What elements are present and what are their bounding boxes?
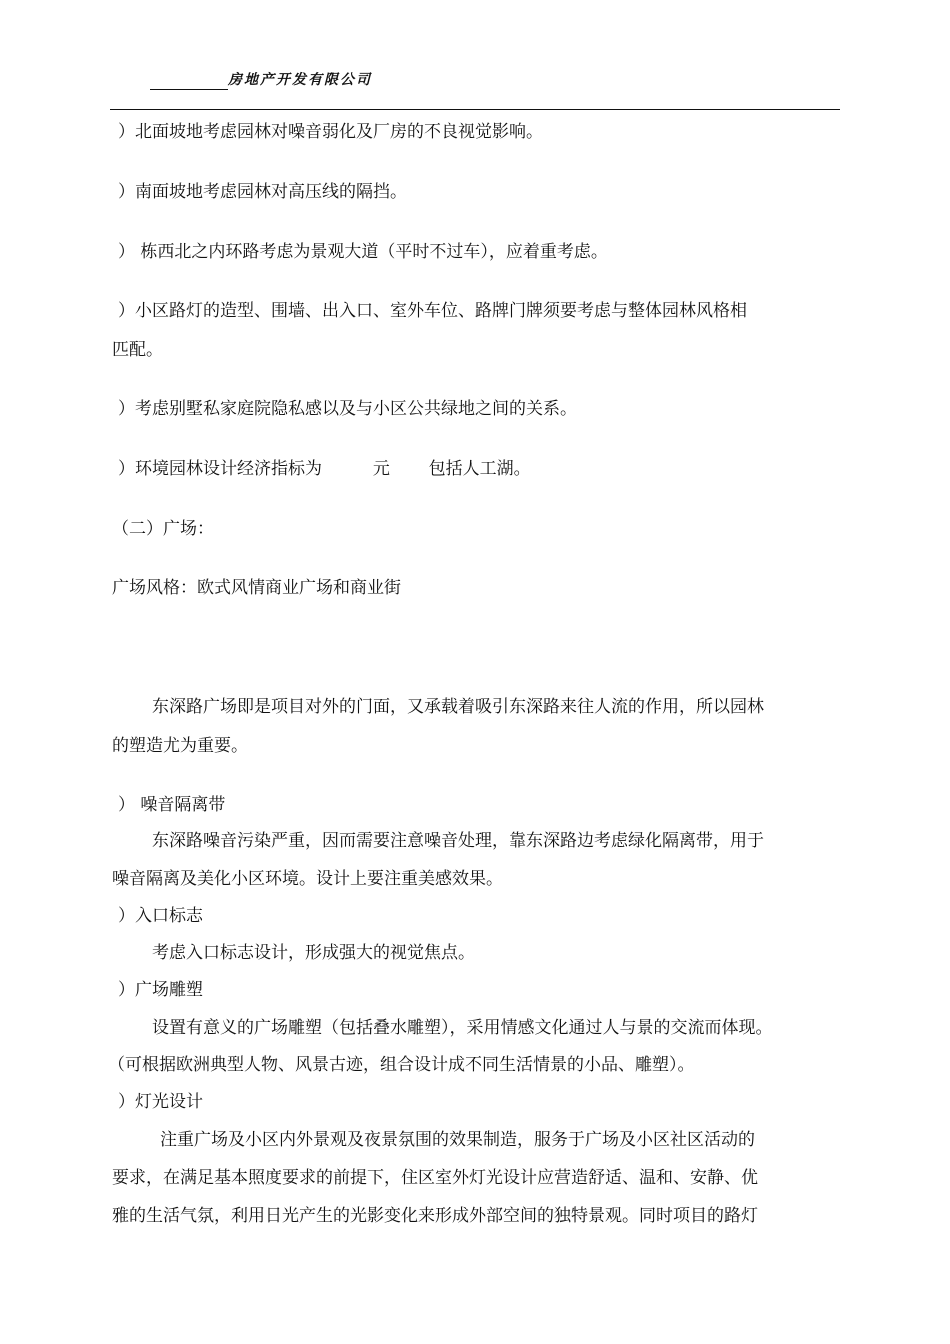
company-name-blank <box>150 71 228 90</box>
item-north-slope: ）北面坡地考虑园林对噪音弱化及厂房的不良视觉影响。 <box>118 122 543 142</box>
lighting-design-line1: 注重广场及小区内外景观及夜景氛围的效果制造，服务于广场及小区社区活动的 <box>160 1130 755 1150</box>
plaza-intro-line1: 东深路广场即是项目对外的门面，又承载着吸引东深路来往人流的作用，所以园林 <box>152 697 764 717</box>
lighting-design-line3: 雅的生活气氛，利用日光产生的光影变化来形成外部空间的独特景观。同时项目的路灯 <box>112 1206 758 1226</box>
page-header <box>150 68 372 90</box>
item-south-slope: ）南面坡地考虑园林对高压线的隔挡。 <box>118 182 407 202</box>
entrance-sign-line1: 考虑入口标志设计，形成强大的视觉焦点。 <box>152 943 475 963</box>
header-divider <box>110 109 840 110</box>
entrance-sign-title: ）入口标志 <box>118 906 203 926</box>
lighting-design-title: ）灯光设计 <box>118 1092 203 1112</box>
item-budget <box>118 450 531 488</box>
item-street-lamps-line1: ）小区路灯的造型、围墙、出入口、室外车位、路牌门牌须要考虑与整体园林风格相 <box>118 301 747 321</box>
plaza-sculpture-line1: 设置有意义的广场雕塑（包括叠水雕塑），采用情感文化通过人与景的交流而体现。 <box>152 1018 773 1038</box>
plaza-style: 广场风格：欧式风情商业广场和商业街 <box>112 578 401 598</box>
item-street-lamps-line2: 匹配。 <box>112 340 163 360</box>
budget-unit: 元 <box>372 459 390 479</box>
item-ring-road: ） 栋西北之内环路考虑为景观大道（平时不过车），应着重考虑。 <box>118 242 608 262</box>
noise-barrier-line1: 东深路噪音污染严重，因而需要注意噪音处理，靠东深路边考虑绿化隔离带，用于 <box>152 831 764 851</box>
lighting-design-line2: 要求，在满足基本照度要求的前提下，住区室外灯光设计应营造舒适、温和、安静、优 <box>112 1168 758 1188</box>
plaza-intro-line2: 的塑造尤为重要。 <box>112 736 248 756</box>
company-name: 房地产开发有限公司 <box>228 72 372 88</box>
noise-barrier-line2: 噪音隔离及美化小区环境。设计上要注重美感效果。 <box>112 869 503 889</box>
plaza-sculpture-title: ）广场雕塑 <box>118 980 203 1000</box>
budget-prefix: ）环境园林设计经济指标为 <box>118 459 322 479</box>
noise-barrier-title: ） 噪音隔离带 <box>118 795 226 815</box>
section-heading-plaza: （二）广场： <box>112 519 214 539</box>
plaza-sculpture-line2: （可根据欧洲典型人物、风景古迹，组合设计成不同生活情景的小品、雕塑）。 <box>108 1055 695 1075</box>
item-villa-privacy: ）考虑别墅私家庭院隐私感以及与小区公共绿地之间的关系。 <box>118 399 577 419</box>
budget-suffix: 包括人工湖。 <box>428 459 531 479</box>
